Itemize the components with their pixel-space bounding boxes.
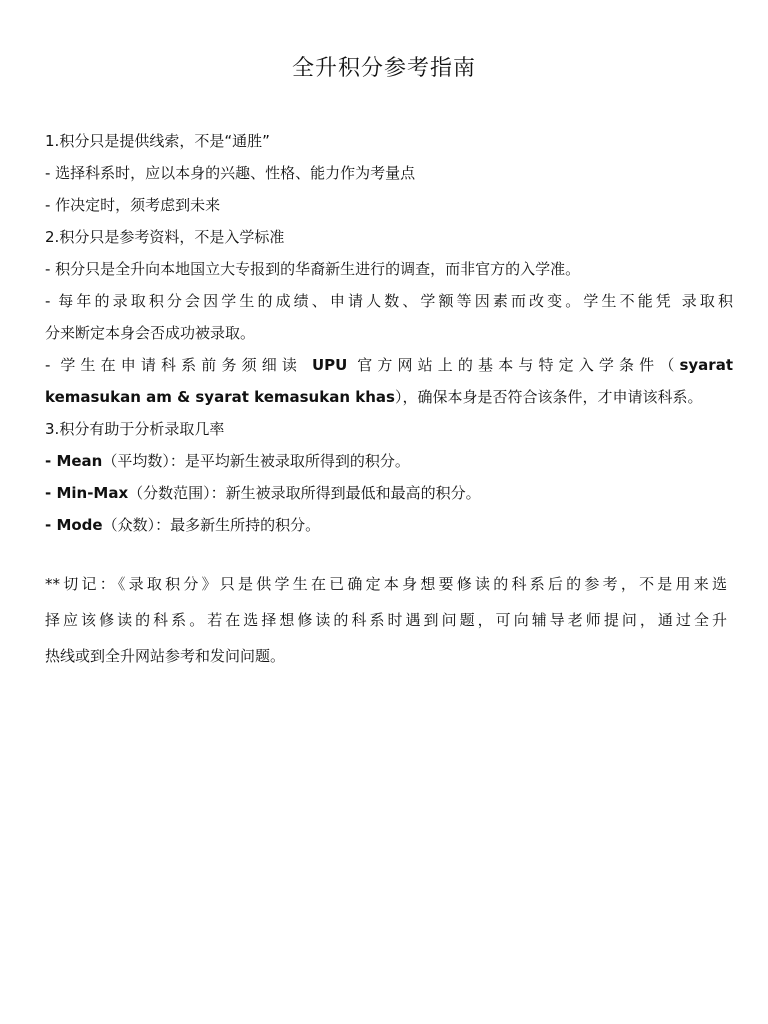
upu-text-f: ），确保本身是否符合该条件，才申请该科系。 xyxy=(394,388,703,406)
section-3-heading-text: .积分有助于分析录取几率 xyxy=(54,420,225,438)
section-2-number: 2 xyxy=(45,228,55,246)
upu-text-a: - 学生在申请科系前务须细读 xyxy=(45,356,312,374)
min-max-term: - Min-Max xyxy=(45,484,129,502)
syarat-term: syarat xyxy=(679,356,733,374)
min-max-description: （分数范围）：新生被录取所得到最低和最高的积分。 xyxy=(128,484,481,502)
mode-description: （众数）：最多新生所持的积分。 xyxy=(102,516,321,534)
section-1-heading xyxy=(45,125,733,157)
syarat-kemasukan-terms: kemasukan am & syarat kemasukan khas xyxy=(45,388,395,406)
section-1-number: 1 xyxy=(45,132,55,150)
mean-definition xyxy=(45,445,733,477)
section-2-item: - 每年的录取积分会因学生的成绩、申请人数、学额等因素而改变。学生不能凭 录取积 xyxy=(45,292,733,310)
section-3-heading xyxy=(45,413,733,445)
upu-label: UPU xyxy=(311,356,348,374)
page-title: 全升积分参考指南 xyxy=(291,56,476,81)
section-2-upu-line-2 xyxy=(45,381,733,413)
section-2-item-continued: 分来断定本身会否成功被录取。 xyxy=(45,324,256,342)
note-line: **切记：《录取积分》只是供学生在已确定本身想要修读的科系后的参考，不是用来选 xyxy=(45,575,727,593)
note-line: 择应该修读的科系。若在选择想修读的科系时遇到问题，可向辅导老师提问，通过全升 xyxy=(45,611,727,629)
section-2-item: - 积分只是全升向本地国立大专报到的华裔新生进行的调查，而非官方的入学准。 xyxy=(45,260,581,278)
section-2-upu-line-1 xyxy=(45,349,733,381)
section-1-heading-text: .积分只是提供线索，不是“通胜” xyxy=(54,132,270,150)
mean-description: （平均数）：是平均新生被录取所得到的积分。 xyxy=(102,452,410,470)
section-2-heading-text: .积分只是参考资料，不是入学标准 xyxy=(54,228,285,246)
upu-text-c: 官方网站上的基本与特定入学条件（ xyxy=(347,356,680,374)
min-max-definition xyxy=(45,477,733,509)
section-1-item: - 选择科系时，应以本身的兴趣、性格、能力作为考量点 xyxy=(45,164,416,182)
section-2-heading xyxy=(45,221,733,253)
mean-term: - Mean xyxy=(45,452,103,470)
section-3-number: 3 xyxy=(45,420,55,438)
note-line: 热线或到全升网站参考和发问问题。 xyxy=(45,647,286,665)
document-body xyxy=(45,125,733,541)
mode-definition xyxy=(45,509,733,541)
reminder-note xyxy=(45,566,727,674)
mode-term: - Mode xyxy=(45,516,103,534)
section-1-item: - 作决定时，须考虑到未来 xyxy=(45,196,221,214)
